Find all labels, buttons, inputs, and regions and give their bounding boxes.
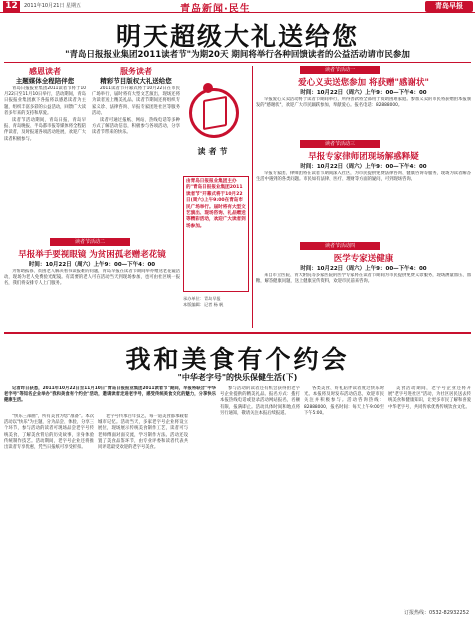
paragraph: 为帮助孤寡、贫困老人解决看书读报难的问题，青岛早报在读者节期间举办赠送老花镜活动，现场为老人免费验光配镜。有需要的老人可在活动当天到现场参加，也可由社区统一报名，我们将安排专人上门服务。: [4, 269, 180, 287]
article-a-title: 爱心义卖送您参加 将获赠"感谢状": [298, 78, 429, 88]
paragraph: 老字号传承百年技艺，每一道美食都承载着城市记忆。活动当天，多家老字号企业将设立展位，现场展示传统美食制作工艺，读者可与老师傅面对面交流，学习制作方法。活动还设置了美食品鉴环节，由专业评委和读者代表共同评选最受欢迎的老字号美食。: [98, 414, 188, 451]
col1-title: 感恩读者: [29, 67, 61, 76]
paragraph: 2011读者节开幕式将于10月22日在市民广场举行，届时将有大型文艺演出，现场还将为读者送上精美礼品。读者节期间还将组织专家义诊、法律咨询、早报专家团进社区等服务活动。: [92, 86, 180, 116]
logo-dot: [203, 83, 213, 93]
notice-box: [183, 176, 249, 292]
page-number: 12: [3, 1, 20, 12]
notice-sig-2: 本版编辑：记者 杨 帆: [183, 302, 224, 307]
article-d-time: 时间：10月22日（周六）上午9：00—下午4：00: [28, 262, 156, 268]
paragraph: 来自市立医院、青大附院等多家医院的医学专家将在读者节期间为市民提供免费义诊服务，现场测量血压、血糖，解答健康问题，送上健康宣传资料，欢迎市民前来咨询。: [256, 273, 471, 285]
paragraph: 早报专家团、律师团将在读者节期间深入社区，为市民提供免费法律咨询、健康咨询等服务，现场为读者解答生活中遇到的各类问题。市民如有法律、医疗、理财等方面的疑问，可到现场咨询。: [256, 171, 471, 183]
bottom-subheadline: "中华老字号"的快乐保健生活(下): [177, 373, 298, 382]
paragraph: 各类美食、好礼陪伴读者度过快乐时光。本报将及时发布活动信息，欢迎市民关注并积极参与。活动咨询热线：82888000，报名时间：每天上午9:00至下午5:00。: [304, 386, 384, 416]
activity-tag: 读者节活动三: [300, 140, 380, 148]
article-b-time: 时间：10月22日（周六）上午9：00—下午4：00: [300, 164, 427, 170]
col1-body: [4, 86, 86, 234]
bottom-headline: 我和美食有个约会: [125, 345, 350, 374]
article-a-body: [256, 97, 471, 137]
article-b-title: 早报专家律师团现场解惑释疑: [308, 152, 419, 162]
bottom-col3: [220, 386, 300, 606]
book-icon: [189, 88, 239, 138]
paragraph: 参与活动的读者还有机会获得由老字号企业提供的精美礼品。报名方式：拨打本报热线电话或登录活动网站报名，名额有限，报满即止。活动具体时间和地点将另行通知，敬请关注本报后续报道。: [220, 386, 300, 416]
reader-festival-logo: [183, 88, 245, 172]
article-c-title: 医学专家送健康: [333, 254, 394, 264]
col2-body: [92, 86, 180, 234]
issue-date: 2011年10月21日 星期五: [24, 3, 82, 9]
paragraph: 青岛日报报业集团2011读者节将于10月22日至11月10日举行，活动期间，青岛日报报业集团旗下各报将以感恩读者为主题，组织丰富多彩的公益活动，回馈广大读者多年来的支持和厚爱。: [4, 86, 86, 116]
activity-tag: 读者节活动二: [50, 238, 130, 246]
notice-signature: [183, 296, 249, 308]
bottom-col4: [304, 386, 384, 606]
section-title: 青岛新闻·民生: [180, 4, 251, 15]
col1-subtitle: 主题媒体全程陪伴您: [15, 77, 75, 85]
section-divider: [4, 332, 471, 334]
paragraph: 早报爱心义卖活动将于读者节期间举行，所得善款将全部用于资助困难家庭。参加义卖的市民将获赠由本报颁发的"感谢状"，欢迎广大市民踊跃参加，奉献爱心。报名电话：82888000。: [256, 97, 471, 109]
bottom-col2: [98, 414, 188, 606]
notice-text: 由青岛日报报业集团主办的"青岛日报报业集团2011读者节"开幕式将于10月22日(周六)上午9:00在青岛市民广场举行。届时将有大型文艺演出、现场咨询、礼品赠送等精彩活动，欢迎广大读者到场参加。: [186, 179, 246, 229]
bottom-intro: [4, 386, 216, 408]
article-c-body: [256, 273, 471, 329]
paragraph: "快乐三部曲"，所有美食为您"准备"。本次活动以"快乐"为主题，分为品尝、体验、分享三个环节，参与活动的读者可现场品尝老字号传统美食，了解美食背后的历史故事，亲身体验传统制作技艺。活动期间，老字号企业还将推出读者专享优惠，凭当日报纸可享受折扣。: [4, 414, 94, 451]
bottom-col5: [388, 386, 471, 606]
article-b-body: [256, 171, 471, 239]
masthead: [0, 0, 475, 13]
notice-sig-1: 承办单位：青岛早报: [183, 296, 221, 301]
main-headline: 明天超级大礼送给您: [115, 22, 359, 51]
newspaper-logo: 青岛早报: [425, 1, 473, 12]
subscription-hotline: 订报热线：0532-82932252: [404, 610, 469, 616]
paragraph: 读者可通过报纸、网站、热线电话等多种方式了解活动信息，积极参与各项活动，分享读者节带来的快乐。: [92, 118, 180, 136]
paragraph: 美食活动期间，老字号企业还将开展"老字号进社区"活动，为社区居民送去传统美食和健康知识，让更多市民了解和喜爱中华老字号，共同传承优秀传统饮食文化。: [388, 386, 471, 410]
logo-text: 读者节: [197, 147, 231, 156]
article-a-time: 时间：10月22日（周六）上午9：00—下午4：00: [300, 90, 427, 96]
article-c-time: 时间：10月22日（周六）上午9：00—下午4：00: [300, 266, 427, 272]
article-d-title: 早报举手要视眼镜 为贫困孤老赠老花镜: [18, 250, 166, 260]
divider: [4, 62, 471, 63]
bottom-col1: [4, 414, 94, 606]
col2-title: 服务读者: [120, 67, 152, 76]
paragraph: 记者昨日获悉，2011年10月22日至11月10日"青岛日报报业集团2011读者节"期间，早报将联合"中华老字号"等知名企业举办"我和美食有个约会"活动，邀请读者走进老字号，感受传统美食文化的魅力，分享快乐健康生活。: [4, 386, 216, 404]
main-subheadline: "青岛日报报业集团2011读者节"为期20天 期间将举行各种回馈读者的公益活动请市民参加: [65, 50, 410, 60]
activity-tag: 读者节活动一: [300, 66, 380, 74]
col2-subtitle: 精彩节目版权大礼送给您: [100, 77, 172, 85]
activity-tag: 读者节活动四: [300, 242, 380, 250]
column-divider: [252, 66, 253, 328]
paragraph: 读者节活动期间，青岛日报、青岛早报、青岛晚报、半岛都市报等媒体将全程陪伴读者，及时报道各项活动进展，欢迎广大读者积极参与。: [4, 118, 86, 142]
article-d-body: [4, 269, 180, 329]
